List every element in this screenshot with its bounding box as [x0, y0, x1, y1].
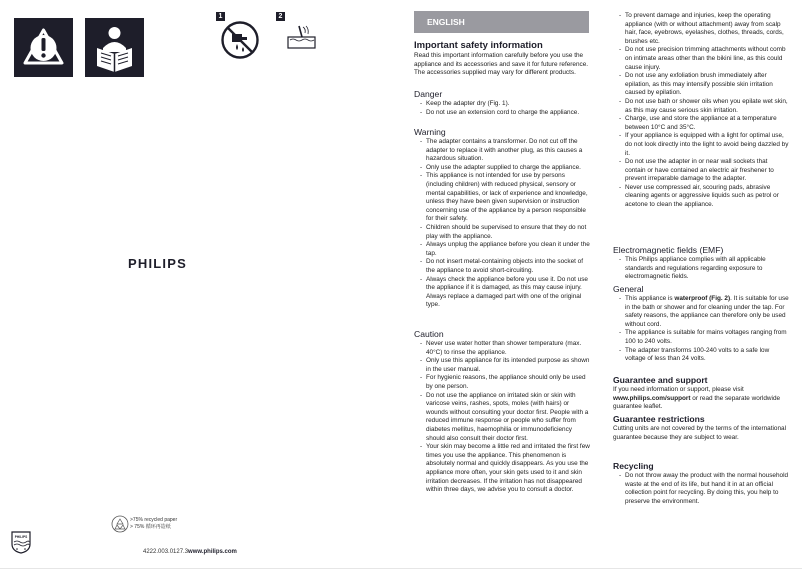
warning-section: [414, 127, 590, 310]
list-item: - This Philips appliance complies with all applicable standards and regulations regarding exposure to electromagnetic fields.: [613, 256, 789, 282]
list-item: - The adapter contains a transformer. Do not cut off the adapter to replace it with another plug, as this causes a hazardous situation.: [414, 138, 590, 164]
list-item: - Do not use the adapter in or near wall sockets that contain or have contained an electric air freshener to prevent irreparable damage to the adapter.: [613, 158, 789, 184]
emf-heading: Electromagnetic fields (EMF): [613, 245, 724, 255]
philips-shield-icon: [10, 530, 32, 554]
list-item: - For hygienic reasons, the appliance should only be used by one person.: [414, 374, 590, 391]
recycling-heading: Recycling: [613, 461, 654, 471]
list-item: - Always unplug the appliance before you clean it under the tap.: [414, 241, 590, 258]
danger-heading: Danger: [414, 89, 443, 99]
list-item: - Always check the appliance before you use it. Do not use the appliance if it is damaged, as this may cause injury. Always replace a damaged part with one of the original type.: [414, 276, 590, 310]
caution-continued-section: [613, 12, 789, 210]
waterproof-shower-icon: [287, 24, 317, 50]
general-item-text: . It is suitable for use in the bath or shower and for cleaning under the tap. For safety reasons, the appliance can therefore only be used without cord.: [625, 295, 789, 328]
guarantee-section: [613, 375, 789, 412]
list-item: - Do not use an extension cord to charge the appliance.: [414, 109, 590, 118]
list-item: - Only use the adapter supplied to charge the appliance.: [414, 164, 590, 173]
waterproof-label: waterproof (Fig. 2): [674, 295, 731, 302]
document-code: [143, 549, 237, 555]
website-link[interactable]: www.philips.com: [188, 549, 237, 555]
list-item: - Never use water hotter than shower temperature (max. 40°C) to rinse the appliance.: [414, 340, 590, 357]
list-item: - The appliance is suitable for mains voltages ranging from 100 to 240 volts.: [613, 329, 789, 346]
recycled-paper-line-1: >75% recycled paper: [130, 517, 178, 523]
section-title: Important safety information: [414, 40, 543, 51]
list-item: - Children should be supervised to ensure that they do not play with the appliance.: [414, 224, 590, 241]
warning-icon: [14, 18, 73, 77]
list-item: - Do not use bath or shower oils when you epilate wet skin, as this may cause serious skin irritation.: [613, 98, 789, 115]
no-water-icon: [220, 20, 260, 60]
guarantee-paragraph: [613, 386, 789, 412]
recycled-paper-line-2: > 75% 循环再造纸: [130, 524, 171, 530]
important-safety-section: [414, 40, 590, 78]
recycle-icon: [111, 515, 129, 533]
intro-paragraph: Read this important information carefully before you use the appliance and its accessories and save it for future reference. The accessories supplied may vary for different products.: [414, 52, 589, 77]
list-item: - Do not throw away the product with the normal household waste at the end of its life, but hand it in at an official collection point for recycling. By doing this, you help to preserve the environment.: [613, 472, 789, 506]
svg-text:PHILIPS: PHILIPS: [14, 535, 28, 539]
recycled-paper-note: [130, 517, 177, 531]
restrictions-paragraph: Cutting units are not covered by the terms of the international guarantee because they are subject to wear.: [613, 425, 786, 441]
list-item: - Charge, use and store the appliance at a temperature between 10°C and 35°C.: [613, 115, 789, 132]
restrictions-heading: Guarantee restrictions: [613, 414, 705, 424]
guarantee-restrictions-section: [613, 414, 789, 442]
emf-section: [613, 245, 789, 282]
warning-heading: Warning: [414, 127, 446, 137]
support-link[interactable]: www.philips.com/support: [613, 394, 691, 402]
list-item: - Your skin may become a little red and irritated the first few times you use the appliance. This phenomenon is absolutely normal and quickly disappears. As you use the appliance more often, your skin gets used to it and skin irritation decreases. If the irritation has not disappeared within three days, we advise you to consult a doctor.: [414, 443, 590, 495]
general-heading: General: [613, 284, 644, 294]
list-item: - Keep the adapter dry (Fig. 1).: [414, 100, 590, 109]
guarantee-text: If you need information or support, please visit: [613, 386, 744, 393]
figure-1-label: 1: [216, 12, 225, 21]
philips-logo-text: PHILIPS: [128, 256, 187, 271]
caution-section: [414, 329, 590, 495]
danger-section: [414, 89, 590, 117]
list-item: - The adapter transforms 100-240 volts to a safe low voltage of less than 24 volts.: [613, 347, 789, 364]
general-section: [613, 284, 789, 364]
list-item: - This appliance is not intended for use by persons (including children) with reduced physical, sensory or mental capabilities, or lack of experience and knowledge, unless they have been given supervision or instruction concerning use of the appliance by a person responsible for their safety.: [414, 172, 590, 224]
caution-heading: Caution: [414, 329, 444, 339]
list-item: - Do not use any exfoliation brush immediately after epilation, as this may intensify possible skin irritation caused by epilation.: [613, 72, 789, 98]
list-item: - Do not use precision trimming attachments without comb on intimate areas other than the bikini line, as this could cause injury.: [613, 46, 789, 72]
general-item-text: This appliance is: [625, 295, 675, 302]
figure-2-label: 2: [276, 12, 285, 21]
guarantee-text: or read the separate worldwide guarantee leaflet.: [613, 394, 781, 411]
list-item: - Never use compressed air, scouring pads, abrasive cleaning agents or aggressive liquids such as petrol or acetone to clean the appliance.: [613, 184, 789, 210]
list-item: - Do not use the appliance on irritated skin or skin with varicose veins, rashes, spots, moles (with hairs) or wounds without consulting your doctor first. People with a reduced immune response or people who suffer from diabetes mellitus, haemophilia or immunodeficiency should also consult their doctor first.: [414, 392, 590, 444]
language-heading: ENGLISH: [414, 11, 589, 33]
guarantee-heading: Guarantee and support: [613, 375, 708, 385]
list-item: - Do not insert metal-containing objects into the socket of the appliance to avoid short-circuiting.: [414, 258, 590, 275]
list-item: - To prevent damage and injuries, keep the operating appliance (with or without attachment) away from scalp hair, face, eyebrows, eyelashes, clothes, threads, cords, brushes etc.: [613, 12, 789, 46]
read-manual-icon: [85, 18, 144, 77]
doc-number: 4222.003.0127.3: [143, 549, 189, 555]
list-item: [613, 295, 789, 329]
list-item: - Only use this appliance for its intended purpose as shown in the user manual.: [414, 357, 590, 374]
list-item: - If your appliance is equipped with a light for optimal use, do not look directly into the light to avoid being dazzled by it.: [613, 132, 789, 158]
recycling-section: [613, 461, 789, 506]
